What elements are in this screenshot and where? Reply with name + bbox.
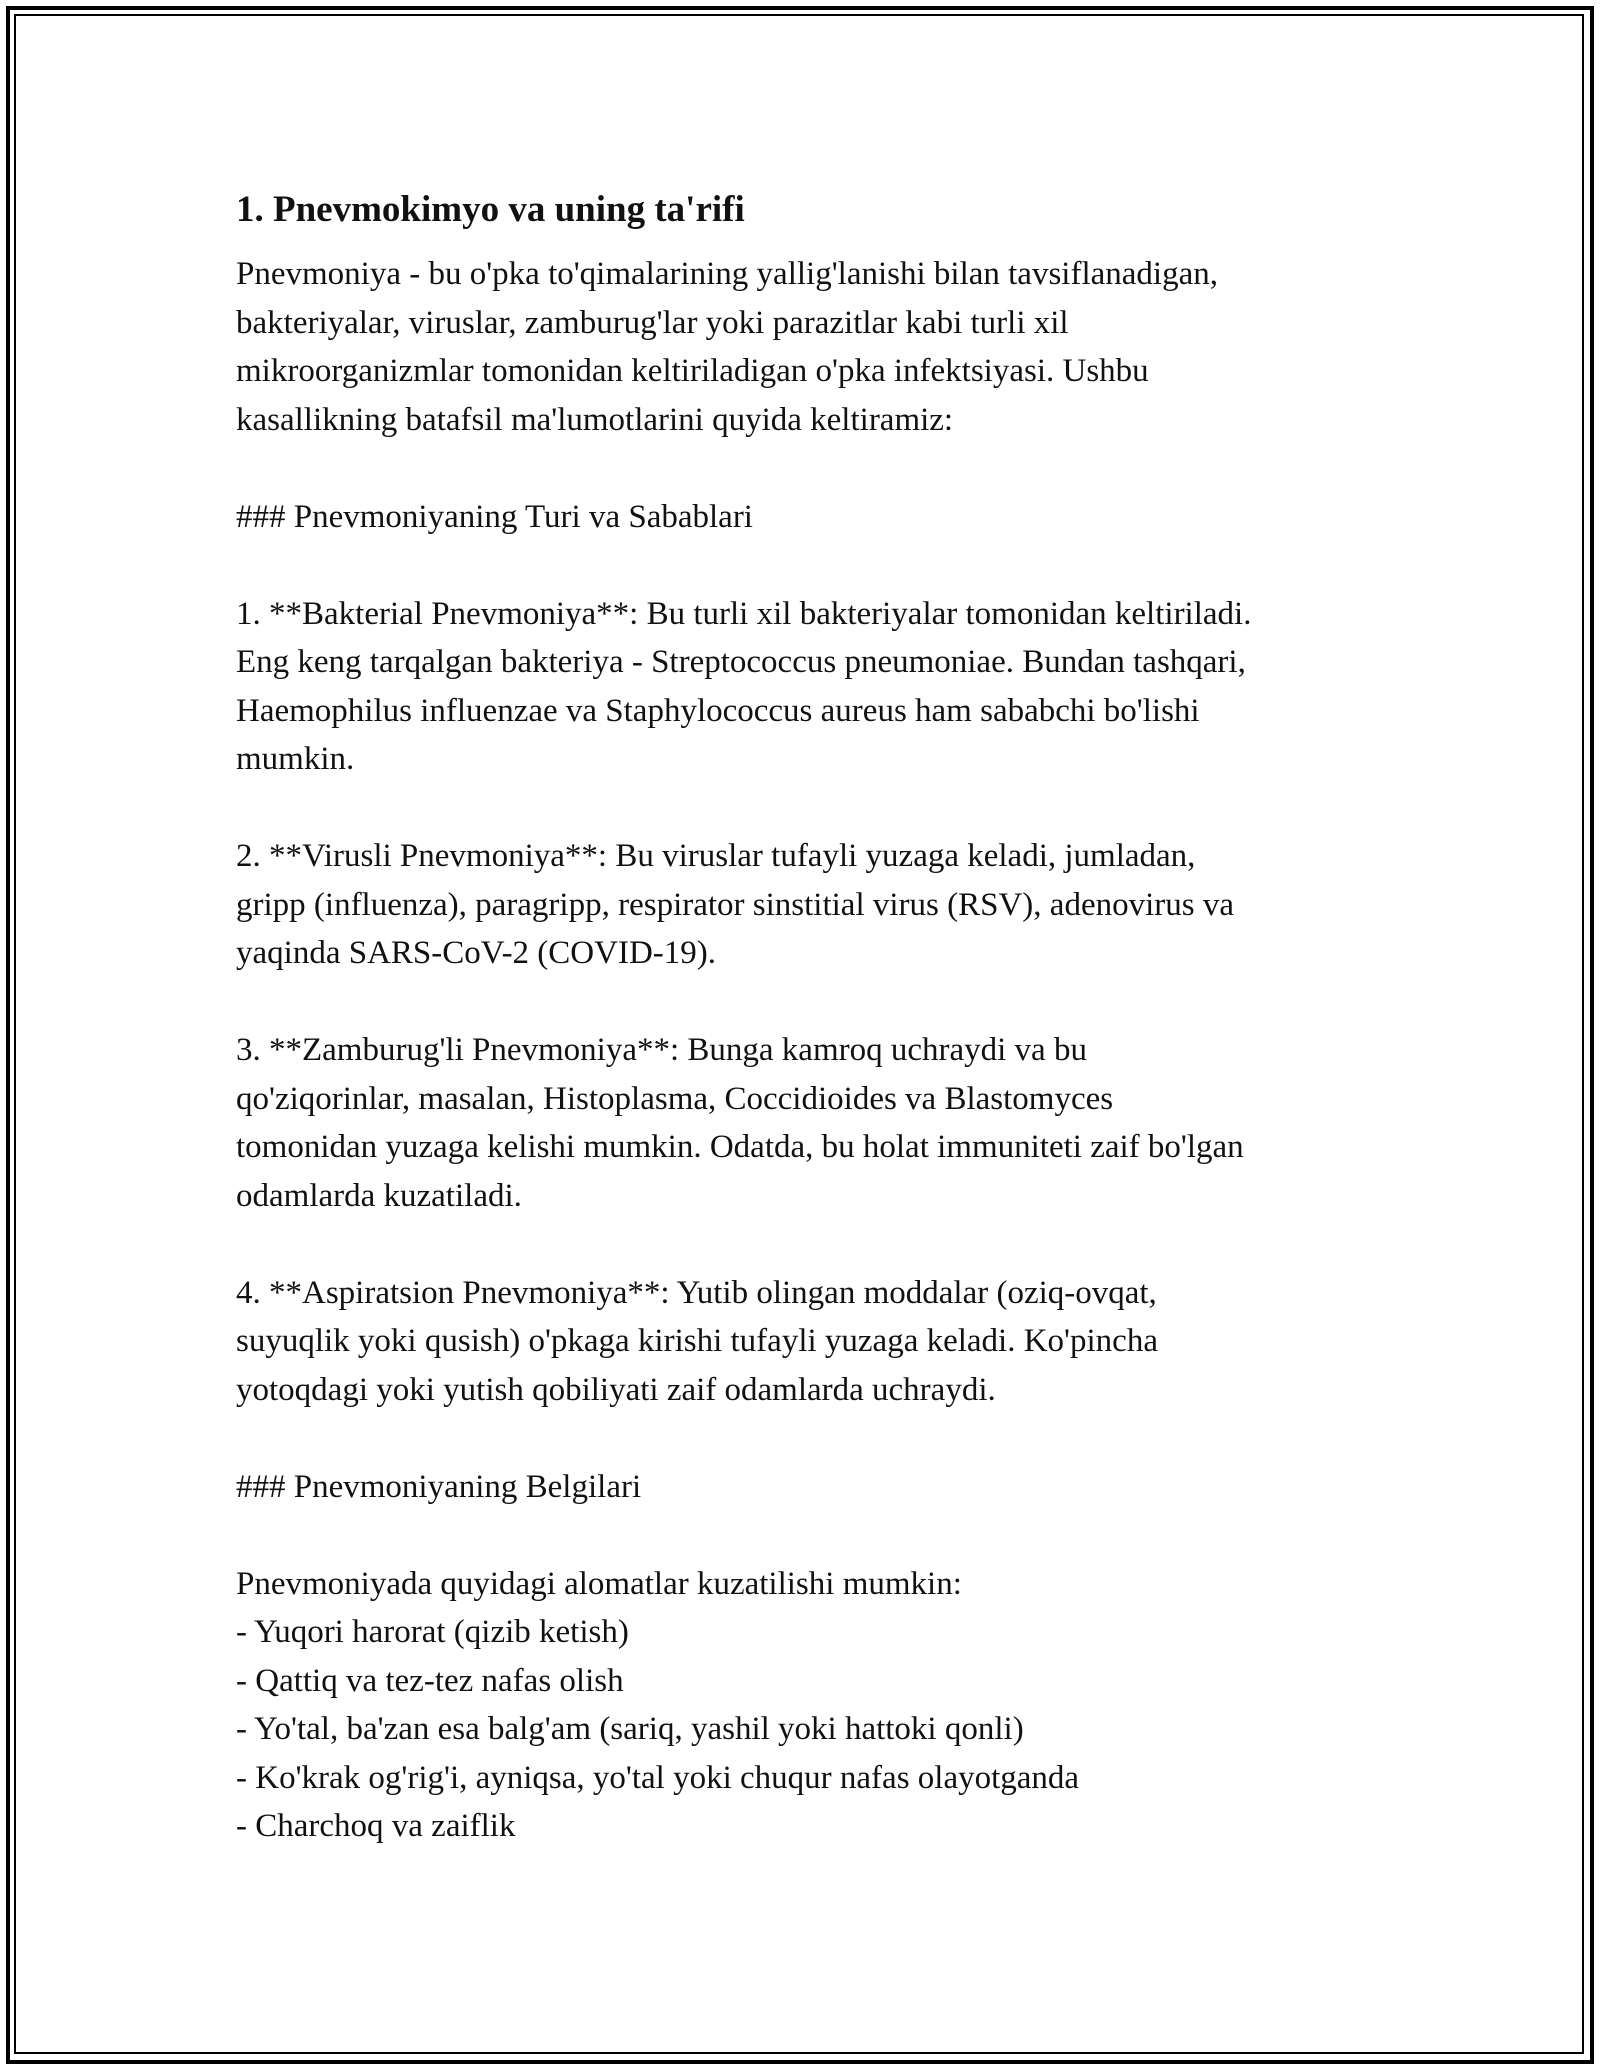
text-line: yaqinda SARS-CoV-2 (COVID-19).	[236, 935, 717, 971]
type-aspiration-paragraph	[236, 1269, 1376, 1415]
section-heading-symptoms	[236, 1463, 1376, 1512]
text-line: kasallikning batafsil ma'lumotlarini quyida keltiramiz:	[236, 401, 954, 438]
text-line: 3. **Zamburug'li Pnevmoniya**: Bunga kamroq uchraydi va bu	[236, 1032, 1087, 1068]
symptoms-list	[236, 1560, 1376, 1851]
text-line: ### Pnevmoniyaning Turi va Sabablari	[236, 498, 753, 535]
list-item: - Qattiq va tez-tez nafas olish	[236, 1662, 624, 1699]
text-line: Pnevmoniyada quyidagi alomatlar kuzatilishi mumkin:	[236, 1565, 962, 1602]
document-body	[236, 186, 1376, 1851]
text-line: 4. **Aspiratsion Pnevmoniya**: Yutib olingan moddalar (oziq-ovqat,	[236, 1274, 1157, 1311]
text-line: gripp (influenza), paragripp, respirator sinstitial virus (RSV), adenovirus va	[236, 886, 1234, 923]
text-line: Haemophilus influenzae va Staphylococcus aureus ham sababchi bo'lishi	[236, 692, 1200, 729]
type-viral-paragraph	[236, 832, 1376, 978]
section-heading-types	[236, 493, 1376, 542]
list-item: - Yuqori harorat (qizib ketish)	[236, 1614, 629, 1650]
text-line: bakteriyalar, viruslar, zamburug'lar yoki parazitlar kabi turli xil	[236, 304, 1069, 341]
text-line: suyuqlik yoki qusish) o'pkaga kirishi tufayli yuzaga keladi. Ko'pincha	[236, 1323, 1158, 1359]
text-line: mumkin.	[236, 741, 355, 777]
type-fungal-paragraph	[236, 1026, 1376, 1220]
text-line: 1. **Bakterial Pnevmoniya**: Bu turli xil bakteriyalar tomonidan keltiriladi.	[236, 595, 1252, 632]
text-line: tomonidan yuzaga kelishi mumkin. Odatda, bu holat immuniteti zaif bo'lgan	[236, 1129, 1244, 1165]
text-line: mikroorganizmlar tomonidan keltiriladigan o'pka infektsiyasi. Ushbu	[236, 353, 1149, 389]
list-item: - Charchoq va zaiflik	[236, 1808, 516, 1844]
list-item: - Ko'krak og'rig'i, ayniqsa, yo'tal yoki chuqur nafas olayotganda	[236, 1759, 1080, 1796]
list-item: - Yo'tal, ba'zan esa balg'am (sariq, yashil yoki hattoki qonli)	[236, 1711, 1024, 1747]
text-line: qo'ziqorinlar, masalan, Histoplasma, Coccidioides va Blastomyces	[236, 1080, 1114, 1117]
document-title: 1. Pnevmokimyo va uning ta'rifi	[236, 189, 745, 230]
text-line: Eng keng tarqalgan bakteriya - Streptococcus pneumoniae. Bundan tashqari,	[236, 644, 1246, 680]
type-bacterial-paragraph	[236, 590, 1376, 784]
text-line: ### Pnevmoniyaning Belgilari	[236, 1468, 642, 1505]
intro-paragraph	[236, 250, 1376, 444]
text-line: yotoqdagi yoki yutish qobiliyati zaif odamlarda uchraydi.	[236, 1371, 996, 1408]
text-line: 2. **Virusli Pnevmoniya**: Bu viruslar tufayli yuzaga keladi, jumladan,	[236, 838, 1196, 874]
text-line: Pnevmoniya - bu o'pka to'qimalarining yallig'lanishi bilan tavsiflanadigan,	[236, 256, 1218, 292]
text-line: odamlarda kuzatiladi.	[236, 1177, 522, 1214]
